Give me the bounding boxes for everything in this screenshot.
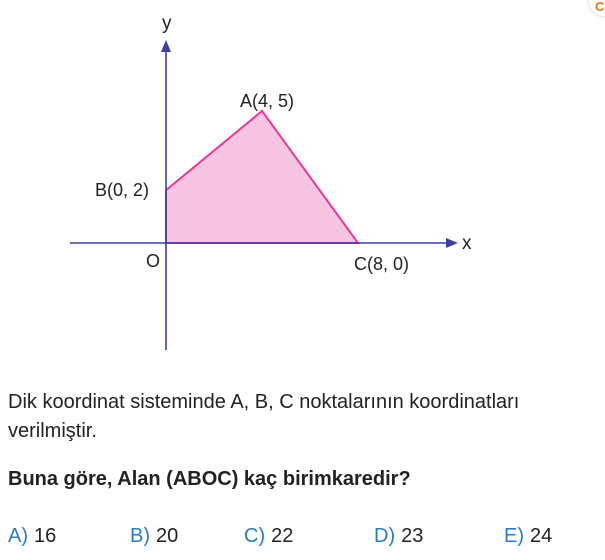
shaded-region-aboc	[166, 111, 358, 243]
choice-d[interactable]	[374, 522, 423, 550]
choice-value: 22	[271, 525, 294, 547]
x-axis-arrowhead	[446, 238, 458, 248]
origin-label: O	[146, 251, 161, 271]
question-text: Dik koordinat sisteminde A, B, C noktalarının koordinatları verilmiştir.	[8, 391, 520, 442]
point-label-c: C(8, 0)	[354, 254, 410, 274]
corner-badge-icon: C	[589, 0, 605, 16]
choice-letter: D)	[374, 525, 396, 547]
choice-value: 20	[156, 525, 179, 547]
choice-value: 24	[530, 525, 553, 547]
choice-letter: A)	[8, 525, 28, 547]
choice-value: 23	[401, 525, 424, 547]
point-label-a: A(4, 5)	[240, 91, 295, 111]
choice-letter: E)	[504, 525, 524, 547]
answer-choices	[8, 522, 605, 550]
question-prompt: Buna göre, Alan (ABOC) kaç birimkaredir?	[8, 468, 411, 490]
y-axis-label: y	[162, 13, 172, 34]
choice-letter: B)	[130, 525, 150, 547]
x-axis-label: x	[462, 233, 472, 254]
choice-c[interactable]	[244, 522, 293, 550]
point-label-b: B(0, 2)	[95, 180, 150, 200]
y-axis-arrowhead	[161, 40, 171, 52]
choice-b[interactable]	[130, 522, 178, 550]
choice-e[interactable]	[504, 522, 552, 550]
choice-value: 16	[34, 525, 57, 547]
choice-letter: C)	[244, 525, 266, 547]
choice-a[interactable]	[8, 522, 56, 550]
